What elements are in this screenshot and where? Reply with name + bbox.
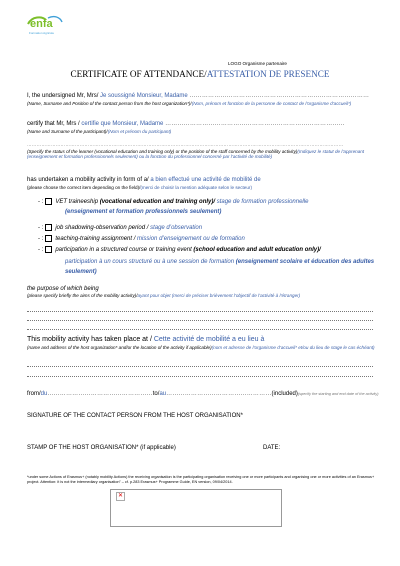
date-label: DATE: [263, 445, 281, 451]
checkbox-job-shadowing[interactable] [45, 224, 52, 231]
undersigned-line: I, the undersigned Mr, Mrs/ Je soussigné Monsieur, Madame …………………………………………………………………………… [27, 93, 370, 99]
option-teaching[interactable]: - : teaching-training assignment / mission d’enseignement ou de formation [38, 236, 245, 243]
logo-brand: enfa [30, 18, 53, 30]
place-note: (name and address of the host organization* and/or the location of the activity if applicable)(nom et adresse de l’organisme d’accueil* et/ou du lieu de stage le cas échéant) [27, 345, 375, 350]
place-line-2[interactable] [27, 376, 373, 377]
purpose-line-2[interactable] [27, 320, 373, 321]
enfa-logo [26, 14, 66, 36]
purpose-label: the purpose of which being [27, 286, 99, 292]
undertaken-note: (please choose the correct item depending on the field)/(merci de choisir la mention adéquate selon le secteur) [27, 185, 252, 190]
broken-image-placeholder [110, 489, 282, 527]
certify-note: (Name and Surname of the participant)/(Nom et prénom du participant) [27, 129, 172, 134]
purpose-line-1[interactable] [27, 311, 373, 312]
status-note: (Specify the status of the learner (vocational education and training only) or the position of the staff concerned by the mobility activity)(Indiquez le statut de l’apprenant (enseignement et formation professionnels seulement) ou la fonction du professionnel concerné par l’activité de mobilité) [27, 149, 365, 160]
partner-logo-label: LOGO Organisme partenaire [228, 61, 287, 66]
undersigned-note: (Name, Surname and Position of the contact person from the host organization*)/(Nom, prénom et fonction de la personne de contact de l’organisme d’accueil*) [27, 101, 352, 106]
status-dots: ……………………………………………………………………………………………………………………………………………………………………………… [27, 142, 344, 147]
broken-image-icon: ✕ [117, 493, 124, 499]
title-sep: / [204, 69, 207, 79]
logo-tagline: Formation Agricole [29, 31, 55, 35]
stamp-label: STAMP OF THE HOST ORGANISATION* (if applicable) [27, 445, 176, 451]
option-vet[interactable]: - : VET traineeship (vocational education and training only)/ stage de formation professionnelle (enseignement et formation professionnels seulement) [38, 199, 309, 216]
dates-line: from/du……………………………………………to/au……………………………………………(included)(specify the starting and end date of the activity) [27, 391, 379, 397]
footnote: *under some Actions of Erasmus+ (notably mobility Actions) the receiving organisation is the participating organisation receiving one or more participants and organising one or more activities of an Erasmus+ project. Attention: it is not the intermediary organisation” – cf. p.283 Erasmus+ Programme Guide, EN version, 09/04/2014. [27, 475, 375, 484]
place-line: This mobility activity has taken place at / Cette activité de mobilité a eu lieu à [27, 336, 265, 343]
checkbox-teaching[interactable] [45, 235, 52, 242]
checkbox-vet[interactable] [45, 198, 52, 205]
title-en: CERTIFICATE OF ATTENDANCE [70, 69, 205, 79]
checkbox-structured-course[interactable] [45, 246, 52, 253]
certify-line: certify that Mr, Mrs / certifie que Monsieur, Madame …………………………………………………………………………… [27, 121, 345, 127]
undertaken-line: has undertaken a mobility activity in form of a/ a bien effectué une activité de mobilité de [27, 177, 261, 183]
page-title [0, 69, 400, 79]
signature-label: SIGNATURE OF THE CONTACT PERSON FROM THE HOST ORGANISATION* [27, 413, 243, 419]
place-line-1[interactable] [27, 366, 373, 367]
purpose-line-3[interactable] [27, 329, 373, 330]
purpose-note: (please specify briefly the aims of the mobility activity)/ayant pour objet (merci de préciser brièvement l’objectif de l’activité à l’étranger) [27, 293, 301, 298]
option-job-shadowing[interactable]: - : job shadowing-observation period / stage d’observation [38, 225, 203, 232]
title-fr: ATTESTATION DE PRESENCE [206, 69, 330, 79]
option-structured-course[interactable]: - : participation in a structured course or training event (school education and adult education only)/ participation à un cours structuré ou à une session de formation (enseignement scolaire et éducation des adultes seulement) [38, 247, 375, 276]
